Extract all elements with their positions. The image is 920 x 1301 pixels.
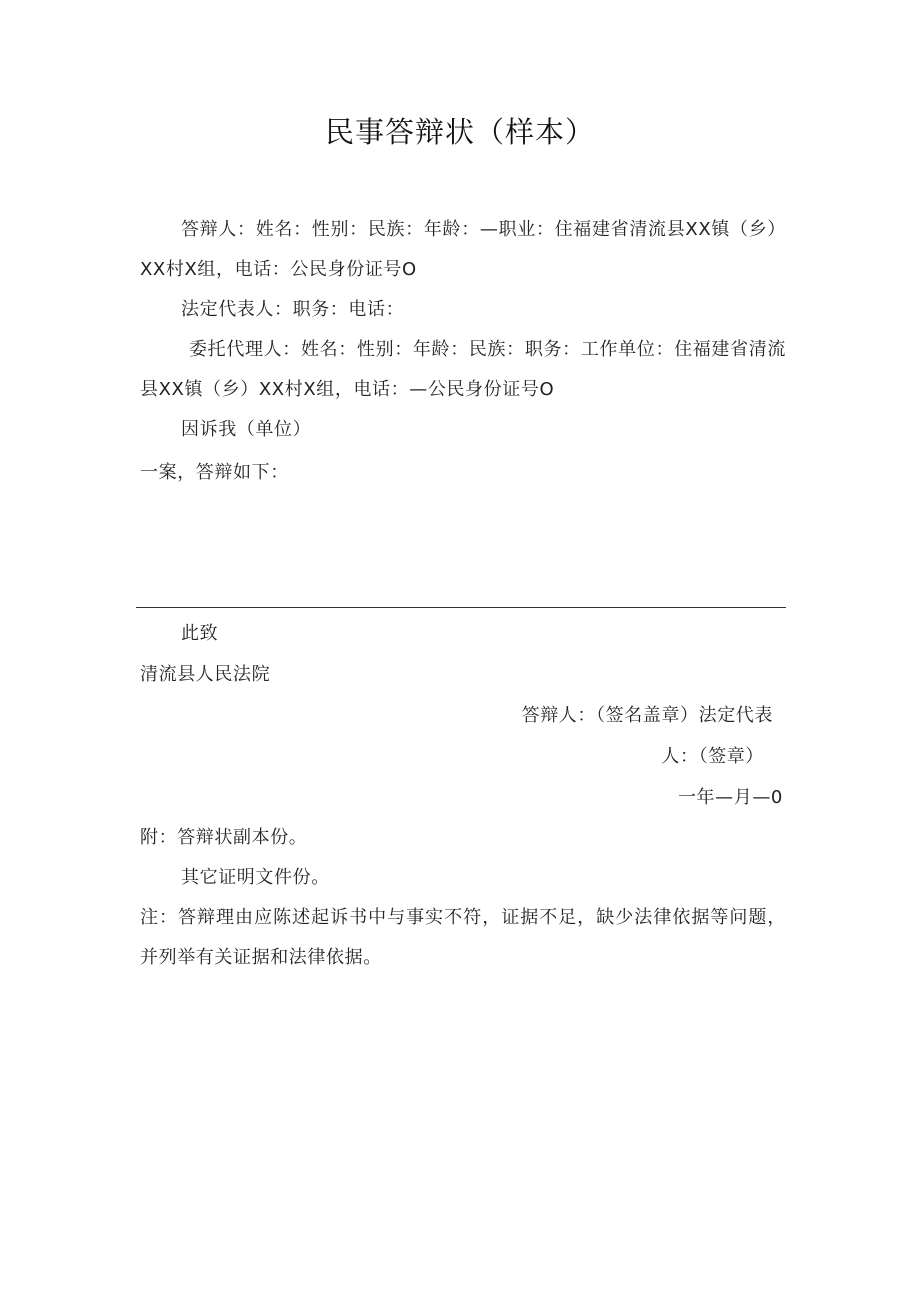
signature-date: 一年—月—0 [677,787,783,808]
attachment-item-1: 附：答辩状副本份。 [140,827,308,848]
content-divider [136,607,786,608]
cause-line: 因诉我（单位） [181,419,312,440]
agent-info: 委托代理人：姓名：性别：年龄：民族：职务：工作单位：住福建省清流县XX镇（乡）XX村X组，电话：—公民身份证号O [140,339,786,400]
salutation: 此致 [181,623,219,644]
attachment-item-2: 其它证明文件份。 [181,867,330,888]
legal-representative-info: 法定代表人：职务：电话： [181,299,405,320]
signature-line-2: 人：（签章） [661,746,764,767]
signature-line-1: 答辩人：（签名盖章）法定代表 [521,705,773,726]
note-paragraph: 注：答辩理由应陈述起诉书中与事实不符，证据不足，缺少法律依据等问题，并列举有关证据和法律依据。 [140,907,786,968]
document-title: 民事答辩状（样本） [324,115,595,149]
case-intro: 一案，答辩如下： [140,462,289,483]
court-name: 清流县人民法院 [140,664,271,685]
respondent-info: 答辩人：姓名：性别：民族：年龄：—职业：住福建省清流县XX镇（乡）XX村X组，电话：公民身份证号O [140,219,786,280]
